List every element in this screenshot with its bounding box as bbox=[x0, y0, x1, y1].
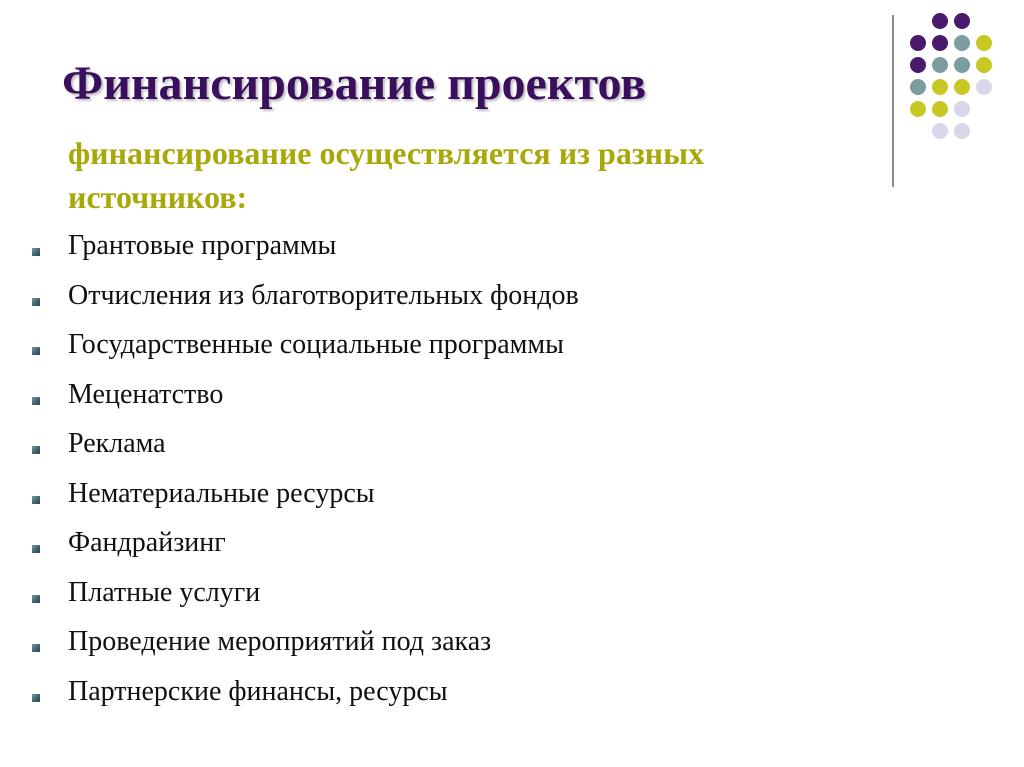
bullet-text: Меценатство bbox=[68, 378, 224, 410]
bullet-square-icon bbox=[32, 298, 40, 306]
decorative-dot bbox=[976, 57, 992, 73]
bullet-square-icon bbox=[32, 248, 40, 256]
decorative-dot bbox=[932, 13, 948, 29]
bullet-text: Платные услуги bbox=[68, 576, 261, 608]
decorative-dot bbox=[954, 13, 970, 29]
bullet-square-icon bbox=[32, 397, 40, 405]
bullet-text: Проведение мероприятий под заказ bbox=[68, 626, 492, 657]
decorative-dot bbox=[932, 35, 948, 51]
decorative-dot bbox=[932, 79, 948, 95]
bullet-text: Нематериальные ресурсы bbox=[68, 477, 375, 509]
decorative-dot bbox=[954, 57, 970, 73]
decorative-dot bbox=[954, 123, 970, 139]
decorative-dot bbox=[910, 57, 926, 73]
decorative-dot bbox=[954, 35, 970, 51]
decorative-dot bbox=[932, 123, 948, 139]
decorative-dot bbox=[910, 101, 926, 117]
bullet-text: Фандрайзинг bbox=[68, 527, 226, 558]
decorative-dot bbox=[910, 35, 926, 51]
bullet-square-icon bbox=[32, 595, 40, 603]
decorative-dot bbox=[932, 101, 948, 117]
bullet-square-icon bbox=[32, 545, 40, 553]
bullet-text: Грантовые программы bbox=[68, 230, 337, 261]
bullet-square-icon bbox=[32, 446, 40, 454]
bullet-square-icon bbox=[32, 496, 40, 504]
bullet-square-icon bbox=[32, 347, 40, 355]
bullet-text: Реклама bbox=[68, 428, 166, 459]
slide-title: Финансирование проектов bbox=[62, 57, 647, 110]
bullet-square-icon bbox=[32, 644, 40, 652]
bullet-square-icon bbox=[32, 694, 40, 702]
decorative-dot-grid bbox=[900, 5, 1024, 175]
decorative-dot bbox=[954, 79, 970, 95]
decorative-dot bbox=[976, 35, 992, 51]
decorative-dot bbox=[954, 101, 970, 117]
bullet-text: Государственные социальные программы bbox=[68, 329, 564, 360]
vertical-divider bbox=[892, 15, 894, 187]
bullet-text: Отчисления из благотворительных фондов bbox=[68, 279, 579, 311]
decorative-dot bbox=[976, 79, 992, 95]
decorative-dot bbox=[910, 79, 926, 95]
bullet-text: Партнерские финансы, ресурсы bbox=[68, 675, 448, 707]
decorative-dot bbox=[932, 57, 948, 73]
slide-subtitle: финансирование осуществляется из разных источников: bbox=[68, 135, 705, 215]
